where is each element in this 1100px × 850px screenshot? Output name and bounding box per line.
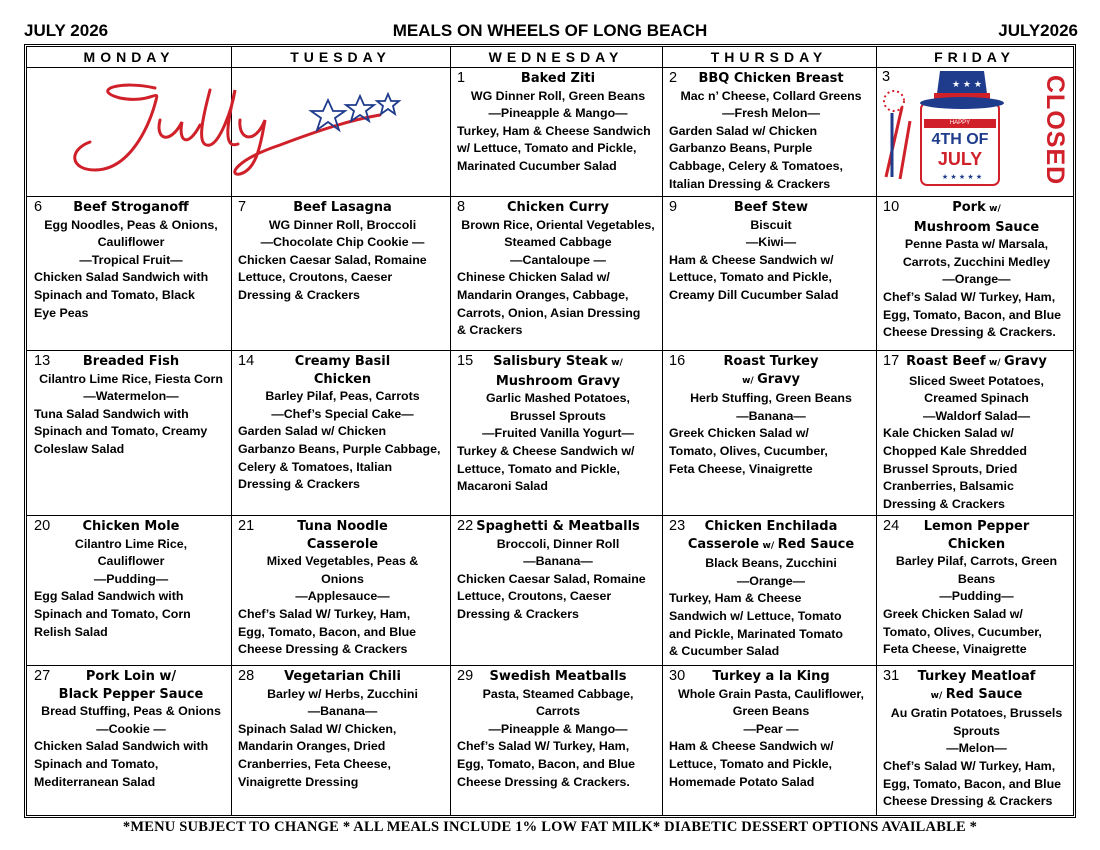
menu-line: Garlic Mashed Potatoes, [486,391,630,406]
menu-line: —Tropical Fruit— [79,252,183,267]
day-heading [883,668,1070,686]
entree-title2: Red Sauce [945,686,1023,702]
menu-line: —Pudding— [93,571,169,586]
menu-line: Cheese Dressing & Crackers [883,794,1053,809]
menu-line: Cheese Dressing & Crackers. [883,325,1056,340]
day-heading [238,353,447,371]
day-heading [34,353,228,371]
menu-line: Turkey & Cheese Sandwich w/ [457,443,635,458]
entree-title: Lemon Pepper [923,519,1030,534]
entree-title: Chicken Mole [82,519,180,534]
menu-line: Kale Chicken Salad w/ [883,426,1014,441]
closed-label: CLOSED [1041,75,1069,186]
menu-line: Celery & Tomatoes, Italian [238,459,393,474]
menu-line: Whole Grain Pasta, Cauliflower, [678,686,864,701]
menu-line: Garden Salad w/ Chicken [669,123,818,138]
entree-title-tail: Gravy [1004,354,1047,369]
day-number: 30 [669,668,686,684]
menu-line: Herb Stuffing, Green Beans [690,391,852,406]
holiday-cell [876,67,1070,194]
menu-line: Chicken Salad Sandwich with [34,270,209,285]
day-cell-15 [451,351,662,515]
day-heading [457,518,659,536]
entree-title: Salisbury Steak [493,354,608,369]
weekday-monday: MONDAY [83,49,175,65]
entree-title-small [989,354,1001,369]
entree-title: Creamy Basil [294,354,391,369]
day-cell-17 [877,351,1073,515]
menu-line: Egg, Tomato, Bacon, and Blue [238,624,417,639]
menu-line: —Watermelon— [83,389,179,404]
menu-line: —Kiwi— [745,235,797,250]
menu-line: —Chef’s Special Cake— [271,406,414,421]
day-heading [883,199,1070,219]
menu-line: —Pineapple & Mango— [488,721,628,736]
day-cell-2 [663,68,876,196]
day-number: 9 [669,199,678,215]
menu-line: Black Beans, Zucchini [705,556,837,571]
day-number: 2 [669,70,678,86]
menu-line: & Cucumber Salad [669,644,780,659]
menu-line: Lettuce, Tomato and Pickle, [669,756,832,771]
day-number: 22 [457,518,474,534]
menu-line: Chinese Chicken Salad w/ [457,270,610,285]
menu-line: Chicken Caesar Salad, Romaine [457,571,646,586]
page-title: MEALS ON WHEELS OF LONG BEACH [392,21,708,40]
entree-title-line2 [238,371,447,389]
menu-line: Lettuce, Tomato and Pickle, [457,461,620,476]
day-cell-30 [663,666,876,815]
menu-line: Brussel Sprouts [510,408,606,423]
day-cell-21 [232,516,450,665]
day-number: 14 [238,353,255,369]
menu-line: Garbanzo Beans, Purple [669,141,813,156]
day-heading [669,353,873,371]
menu-line: Steamed Cabbage [504,235,612,250]
menu-line: —Banana— [523,554,593,569]
menu-line: —Melon— [946,741,1007,756]
menu-line: Dressing & Crackers [238,287,360,302]
menu-line: Ham & Cheese Sandwich w/ [669,739,834,754]
svg-text:★ ★ ★: ★ ★ ★ [952,80,982,90]
entree-title: Vegetarian Chili [284,669,401,684]
entree-title: Breaded Fish [82,354,180,369]
day-heading [669,518,873,536]
entree-title-line2 [669,536,873,556]
entree-title-line2 [883,686,1070,706]
day-number: 10 [883,199,900,215]
menu-line: —Banana— [307,704,378,719]
menu-line: Mandarin Oranges, Dried [238,739,386,754]
menu-line: Dressing & Crackers [238,477,360,492]
entree-title-connector: w/ [611,358,623,368]
menu-line: Coleslaw Salad [34,441,125,456]
entree-title: Baked Ziti [520,71,596,86]
menu-line: —Orange— [736,573,806,588]
menu-line: —Cookie — [96,721,166,736]
day-heading [238,199,447,217]
menu-line: —Chocolate Chip Cookie — [260,235,425,250]
day-heading [238,668,447,686]
menu-line: —Waldorf Salad— [923,408,1030,423]
menu-line: Cilantro Lime Rice, Fiesta Corn [39,371,223,386]
menu-line: Brussel Sprouts, Dried [883,461,1018,476]
entree-title2: Black Pepper Sauce [58,686,204,702]
day-number: 24 [883,518,900,534]
day-cell-13 [28,351,231,515]
entree-title: Beef Stew [733,200,809,215]
day-cell-6 [28,197,231,350]
day-number: 28 [238,668,255,684]
menu-line: Dressing & Crackers [883,496,1005,511]
menu-line: —Applesauce— [295,589,390,604]
menu-line: & Crackers [457,323,523,338]
menu-line: Cauliflower [97,554,165,569]
entree-title: BBQ Chicken Breast [698,71,844,86]
entree-title: Swedish Meatballs [489,669,627,684]
menu-line: Cauliflower [97,235,165,250]
entree-title-line2 [883,536,1070,554]
menu-line: Broccoli, Dinner Roll [496,536,620,551]
menu-line: Italian Dressing & Crackers [669,176,831,191]
entree-title-line2 [238,536,447,554]
day-heading [34,199,228,217]
menu-line: Mac n’ Cheese, Collard Greens [680,88,862,103]
day-number: 15 [457,353,474,369]
badge-july: JULY [937,149,983,169]
day-cell-1 [451,68,662,196]
menu-line: Bread Stuffing, Peas & Onions [41,704,221,719]
menu-line: Spinach and Tomato, Creamy [34,424,208,439]
menu-line: Cheese Dressing & Crackers [238,642,408,657]
menu-line: Marinated Cucumber Salad [457,158,617,173]
footer-note: *MENU SUBJECT TO CHANGE * ALL MEALS INCLUDE 1% LOW FAT MILK* DIABETIC DESSERT OPTIONS AVAILABLE * [122,819,978,835]
menu-line: Dressing & Crackers [457,606,579,621]
day-cell-31 [877,666,1073,815]
entree-title: Pork Loin w/ [85,669,177,684]
menu-line: Feta Cheese, Vinaigrette [669,461,813,476]
entree-title2: Chicken [313,371,372,387]
menu-line: Garden Salad w/ Chicken [238,424,387,439]
menu-line: Biscuit [750,217,792,232]
menu-line: Chicken Salad Sandwich with [34,739,209,754]
menu-line: Creamy Dill Cucumber Salad [669,287,839,302]
menu-line: Mediterranean Salad [34,774,156,789]
month-label-right: JULY2026 [998,21,1078,40]
menu-line: Sandwich w/ Lettuce, Tomato [669,608,842,623]
day-heading [669,199,873,217]
menu-line: Chef’s Salad W/ Turkey, Ham, [883,758,1056,773]
day-heading [457,353,659,373]
weekday-wednesday: WEDNESDAY [488,49,624,65]
entree-title-small [611,354,623,369]
entree-title: Roast Beef [906,354,986,369]
day-heading [34,518,228,536]
day-number: 17 [883,353,900,369]
weekday-thursday: THURSDAY [710,49,828,65]
entree-title: Turkey a la King [712,669,830,684]
entree-title2-connector: w/ [762,540,775,551]
day-heading [34,668,228,686]
menu-line: —Orange— [942,272,1011,287]
menu-line: Relish Salad [34,624,108,639]
menu-line: Lettuce, Croutons, Caeser [457,589,612,604]
day-number: 6 [34,199,43,215]
menu-line: Chef’s Salad W/ Turkey, Ham, [457,739,630,754]
day-cell-16 [663,351,876,515]
day-number: 21 [238,518,255,534]
entree-title-line2 [883,219,1070,237]
menu-line: Pasta, Steamed Cabbage, [482,686,634,701]
day-cell-24 [877,516,1073,665]
menu-line: Spinach and Tomato, Black [34,287,195,302]
menu-line: Creamed Spinach [924,391,1029,406]
day-heading [457,199,659,217]
menu-line: Ham & Cheese Sandwich w/ [669,252,834,267]
menu-line: Egg, Tomato, Bacon, and Blue [883,776,1062,791]
menu-line: Vinaigrette Dressing [238,774,359,789]
menu-line: Chicken Caesar Salad, Romaine [238,252,427,267]
entree-title: Chicken Curry [507,200,609,215]
menu-line: Mixed Vegetables, Peas & [266,554,419,569]
day-cell-8 [451,197,662,350]
day-cell-20 [28,516,231,665]
weekday-header-row [27,47,1073,68]
menu-line: Eye Peas [34,305,89,320]
menu-line: Egg, Tomato, Bacon, and Blue [883,307,1062,322]
entree-title-line2 [34,686,228,704]
day-cell-9 [663,197,876,350]
day-cell-14 [232,351,450,515]
entree-title: Beef Lasagna [293,200,392,215]
day-cell-22 [451,516,662,665]
menu-line: Greek Chicken Salad w/ [883,606,1023,621]
day-number: 8 [457,199,466,215]
day-number: 27 [34,668,51,684]
day-number-3: 3 [882,69,891,85]
entree-title: Turkey Meatloaf [917,669,1036,684]
menu-line: Green Beans [732,704,810,719]
day-cell-23 [663,516,876,665]
menu-line: Carrots [535,704,581,719]
menu-line: Tomato, Olives, Cucumber, [669,443,828,458]
entree-title2-connector: w/ [930,690,943,701]
menu-line: Chopped Kale Shredded [883,443,1027,458]
entree-title: Pork [952,200,986,215]
day-heading [238,518,447,536]
menu-line: Cheese Dressing & Crackers. [457,774,630,789]
entree-title: Chicken Enchilada [704,519,838,534]
day-heading [457,668,659,686]
menu-line: and Pickle, Marinated Tomato [669,626,843,641]
menu-line: WG Dinner Roll, Green Beans [470,88,646,103]
day-cell-10 [877,197,1073,350]
menu-line: Chef’s Salad W/ Turkey, Ham, [238,606,411,621]
entree-title-connector: w/ [989,204,1001,214]
menu-line: —Pear — [743,721,799,736]
menu-line: Sliced Sweet Potatoes, [909,373,1044,388]
menu-line: Tuna Salad Sandwich with [34,406,189,421]
day-cell-28 [232,666,450,815]
menu-line: Turkey, Ham & Cheese [669,591,802,606]
entree-title2: Mushroom Sauce [913,219,1040,235]
menu-line: Cilantro Lime Rice, [74,536,188,551]
menu-line: Egg Noodles, Peas & Onions, [44,217,218,232]
day-number: 29 [457,668,474,684]
menu-line: —Pineapple & Mango— [488,106,628,121]
weekday-tuesday: TUESDAY [290,49,391,65]
month-label-left: JULY 2026 [24,21,109,40]
entree-title2-tail: Red Sauce [777,536,855,552]
entree-title: Beef Stroganoff [73,200,189,215]
entree-title-line2 [457,373,659,391]
entree-title-connector: w/ [988,358,1001,368]
menu-line: Homemade Potato Salad [669,774,815,789]
menu-line: Macaroni Salad [457,479,548,494]
menu-line: Cranberries, Balsamic [883,479,1014,494]
menu-line: —Pudding— [939,589,1014,604]
menu-line: Spinach and Tomato, Corn [34,606,191,621]
menu-line: Egg, Tomato, Bacon, and Blue [457,756,636,771]
menu-line: Chef’s Salad W/ Turkey, Ham, [883,289,1056,304]
menu-line: —Fruited Vanilla Yogurt— [482,426,634,441]
day-cell-7 [232,197,450,350]
menu-line: Tomato, Olives, Cucumber, [883,624,1042,639]
menu-line: Cabbage, Celery & Tomatoes, [669,158,843,173]
badge-happy: HAPPY [949,120,971,126]
fourth-of-july-badge [876,67,1046,191]
entree-title2: Chicken [947,536,1006,552]
day-number: 16 [669,353,686,369]
day-heading [669,668,873,686]
day-number: 20 [34,518,51,534]
entree-title2: Casserole [687,536,760,552]
menu-line: Egg Salad Sandwich with [34,589,184,604]
menu-line: Garbanzo Beans, Purple Cabbage, [238,441,441,456]
menu-line: —Banana— [736,408,806,423]
menu-line: —Fresh Melon— [722,106,820,121]
badge-4th-of: 4TH OF [931,131,989,148]
entree-title-line2 [669,371,873,391]
menu-line: Au Gratin Potatoes, Brussels [890,706,1063,721]
day-cell-27 [28,666,231,815]
day-cell-29 [451,666,662,815]
menu-line: Lettuce, Tomato and Pickle, [669,270,832,285]
day-heading [669,70,873,88]
menu-line: Turkey, Ham & Cheese Sandwich [457,123,651,138]
entree-title2: Mushroom Gravy [495,373,621,389]
day-number: 31 [883,668,900,684]
menu-line: Carrots, Onion, Asian Dressing [457,305,641,320]
menu-line: Brown Rice, Oriental Vegetables, [461,217,655,232]
menu-line: Greek Chicken Salad w/ [669,426,809,441]
entree-title2-connector: w/ [742,375,754,386]
entree-title: Roast Turkey [723,354,819,369]
menu-line: Onions [321,571,364,586]
day-number: 7 [238,199,247,215]
menu-line: Carrots, Zucchini Medley [902,254,1051,269]
menu-line: Feta Cheese, Vinaigrette [883,642,1027,657]
entree-title2: Gravy [757,371,800,387]
menu-line: Sprouts [953,723,1000,738]
entree-title: Tuna Noodle [297,519,388,534]
menu-line: w/ Lettuce, Tomato and Pickle, [457,141,637,156]
day-heading [883,518,1070,536]
menu-line: Lettuce, Croutons, Caeser [238,270,393,285]
day-heading [457,70,659,88]
day-number: 23 [669,518,686,534]
day-number: 13 [34,353,51,369]
menu-line: Spinach and Tomato, [34,756,159,771]
menu-line: Beans [957,571,996,586]
menu-line: Barley w/ Herbs, Zucchini [267,686,418,701]
menu-line: Barley Pilaf, Peas, Carrots [265,389,420,404]
menu-line: WG Dinner Roll, Broccoli [268,217,417,232]
menu-line: Barley Pilaf, Carrots, Green [895,554,1058,569]
entree-title-small [989,200,1001,215]
menu-line: Mandarin Oranges, Cabbage, [457,287,629,302]
day-number: 1 [457,70,466,86]
svg-text:★ ★ ★ ★ ★: ★ ★ ★ ★ ★ [941,173,983,181]
menu-line: Cranberries, Feta Cheese, [238,756,391,771]
menu-line: Penne Pasta w/ Marsala, [904,237,1049,252]
menu-line: —Cantaloupe — [510,252,606,267]
weekday-friday: FRIDAY [934,49,1015,65]
entree-title2: Casserole [306,536,379,552]
day-heading [883,353,1070,373]
entree-title: Spaghetti & Meatballs [476,519,640,534]
menu-line: Spinach Salad W/ Chicken, [238,721,397,736]
july-logo [60,70,420,180]
